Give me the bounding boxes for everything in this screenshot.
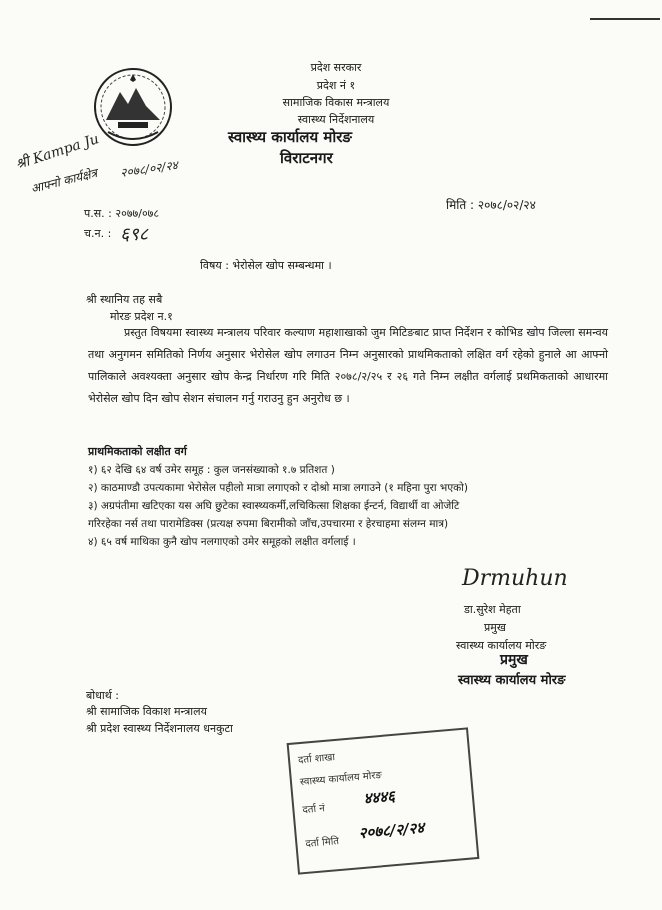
recipient-line-1: श्री स्थानिय तह सबै bbox=[86, 293, 163, 306]
cc-label: बोधार्थ : bbox=[86, 689, 119, 702]
header-directorate: स्वास्थ्य निर्देशनालय bbox=[297, 113, 375, 126]
received-stamp bbox=[287, 727, 480, 874]
stamp-line-2: स्वास्थ्य कार्यालय मोरङ bbox=[299, 770, 383, 789]
signatory-title: प्रमुख bbox=[484, 621, 506, 634]
letter-date: मिति : २०७८/०२/२४ bbox=[446, 198, 536, 212]
cc-line-1: श्री सामाजिक विकाश मन्त्रालय bbox=[86, 705, 207, 718]
reference-ps: प.स. : २०७७/०७८ bbox=[84, 207, 160, 220]
handwritten-note-1: श्री Kampa Ju bbox=[13, 131, 101, 173]
stamp-darta-value: ४४४६ bbox=[362, 786, 396, 808]
recipient-line-2: मोरङ प्रदेश न.१ bbox=[110, 310, 173, 323]
reference-cn-label: च.न. : bbox=[84, 227, 112, 240]
stamp-date-label: दर्ता मिति bbox=[305, 836, 340, 850]
priority-item-3: ३) अग्रपंतीमा खटिएका यस अघि छुटेका स्वास्थ्यकर्मी,लचिकित्सा शिक्षका ईन्टर्न, विद्यार्थी वा ओजेटि bbox=[88, 500, 460, 512]
signature-scribble: Drmuhun bbox=[462, 566, 568, 591]
stamp-date-value: २०७८/२/२४ bbox=[357, 818, 425, 843]
cc-line-2: श्री प्रदेश स्वास्थ्य निर्देशनालय धनकुटा bbox=[86, 722, 233, 735]
scan-edge-line bbox=[590, 18, 660, 20]
signature-stamp-office: स्वास्थ्य कार्यालय मोरङ bbox=[458, 673, 566, 688]
reference-cn-value: ६९८ bbox=[120, 224, 149, 245]
priority-item-1: १) ६२ देखि ६४ वर्ष उमेर समूह : कुल जनसंख्याको १.७ प्रतिशत ) bbox=[88, 464, 335, 476]
header-province: प्रदेश नं १ bbox=[316, 79, 356, 92]
subject-line: विषय : भेरोसेल खोप सम्बन्धमा । bbox=[200, 259, 332, 272]
header-office: स्वास्थ्य कार्यालय मोरङ bbox=[228, 128, 352, 146]
header-ministry: सामाजिक विकास मन्त्रालय bbox=[282, 96, 390, 109]
priority-item-3-cont: गरिरहेका नर्स तथा पारामेडिक्स (प्रत्यक्ष रुपमा बिरामीको जाँच,उपचारमा र हेरचाहमा संलग्न मात्र) bbox=[88, 518, 449, 530]
nepal-emblem bbox=[88, 62, 178, 152]
priority-item-2: २) काठमाण्डौ उपत्यकामा भेरोसेल पहीलो मात्रा लगाएको र दोश्रो मात्रा लगाउने (१ महिना पुरा भएको) bbox=[88, 482, 468, 494]
handwritten-note-3: २०७८/०२/२४ bbox=[119, 158, 179, 180]
stamp-line-1: दर्ता शाखा bbox=[297, 752, 336, 767]
signatory-name: डा.सुरेश मेहता bbox=[464, 603, 521, 616]
signature-stamp-title: प्रमुख bbox=[500, 652, 528, 668]
signatory-office: स्वास्थ्य कार्यालय मोरङ bbox=[456, 639, 547, 652]
header-city: विराटनगर bbox=[280, 149, 333, 167]
priority-item-4: ४) ६५ वर्ष माथिका कुनै खोप नलगाएको उमेर समूहको लक्षीत वर्गलाई । bbox=[88, 536, 356, 548]
priority-heading: प्राथमिकताको लक्षीत वर्ग bbox=[88, 445, 187, 458]
header-gov: प्रदेश सरकार bbox=[310, 61, 362, 74]
handwritten-note-2: आफ्नो कार्यक्षेत्र bbox=[29, 166, 99, 196]
body-paragraph: प्रस्तुत विषयमा स्वास्थ्य मन्त्रालय परिवार कल्याण महाशाखाको जुम मिटिङबाट प्राप्त निर्देशन र कोभिड खोप जिल्ला समन्वय तथा अनुगमन समितिको निर्णय अनुसार भेरोसेल खोप लगाउन निम्न अनुसारको प्राथमिकताको लक्षित वर्ग रहेको हुनाले आ आफ्नो पालिकाले अवश्यक्ता अनुसार खोप केन्द्र निर्धारण गरि मिति २०७८/२/२५ र २६ गते निम्न लक्षीत वर्गलाई प्रथमिकताको आधारमा भेरोसेल खोप दिन खोप सेशन संचालन गर्नु गराउनु हुन अनुरोध छ । bbox=[88, 326, 608, 405]
stamp-darta-label: दर्ता नं bbox=[302, 803, 326, 817]
